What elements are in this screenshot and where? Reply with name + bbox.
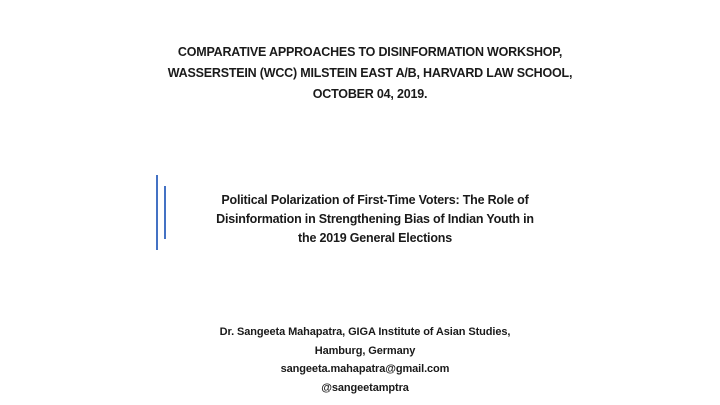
author-handle: @sangeetamptra (321, 381, 409, 394)
workshop-header-line-1: COMPARATIVE APPROACHES TO DISINFORMATION WORKSHOP, (177, 45, 563, 59)
presentation-title-line-1: Political Polarization of First-Time Voters: The Role of (221, 193, 529, 207)
presentation-title-line-2: Disinformation in Strengthening Bias of Indian Youth in (216, 212, 534, 226)
author-location: Hamburg, Germany (314, 344, 416, 357)
presentation-title-line-3: the 2019 General Elections (298, 231, 452, 245)
workshop-header-line-3: OCTOBER 04, 2019. (312, 87, 428, 101)
author-email: sangeeta.mahapatra@gmail.com (280, 363, 450, 375)
presentation-title (180, 191, 570, 248)
accent-bar-outer (156, 175, 158, 250)
author-name-affiliation: Dr. Sangeeta Mahapatra, GIGA Institute of Asian Studies, (219, 326, 511, 338)
workshop-header-line-2: WASSERSTEIN (WCC) MILSTEIN EAST A/B, HARVARD LAW SCHOOL, (167, 66, 573, 80)
author-info (180, 323, 550, 397)
accent-bar-inner (164, 186, 166, 239)
workshop-header (110, 42, 630, 105)
